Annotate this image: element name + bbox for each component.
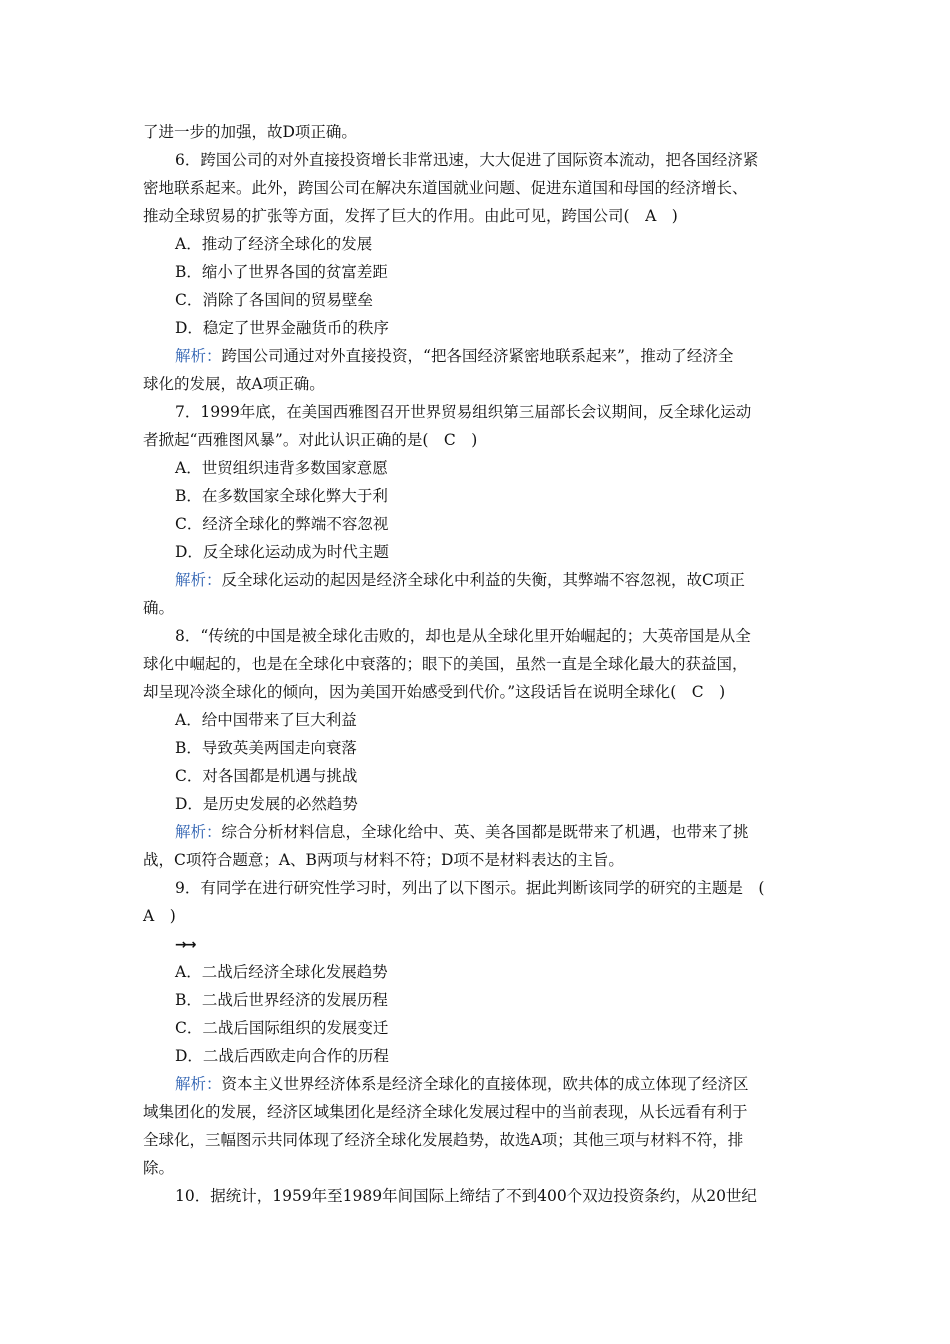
q6-explanation-line-1: 解析：跨国公司通过对外直接投资，“把各国经济紧密地联系起来”，推动了经济全 bbox=[175, 347, 734, 365]
q7-stem-line-1: 7．1999年底，在美国西雅图召开世界贸易组织第三届部长会议期间，反全球化运动 bbox=[175, 403, 752, 421]
q6-option-d: D．稳定了世界金融货币的秩序 bbox=[175, 319, 389, 337]
q8-explanation-label: 解析： bbox=[175, 823, 222, 841]
q9-explanation-label: 解析： bbox=[175, 1075, 222, 1093]
q9-answer: A bbox=[143, 907, 155, 925]
q7-stem-line-2: 者掀起“西雅图风暴”。对此认识正确的是( C ) bbox=[143, 431, 478, 449]
q6-stem-line-2: 密地联系起来。此外，跨国公司在解决东道国就业问题、促进东道国和母国的经济增长、 bbox=[143, 179, 748, 197]
q6-option-c: C．消除了各国间的贸易壁垒 bbox=[175, 291, 373, 309]
q6-option-b: B．缩小了世界各国的贫富差距 bbox=[175, 263, 388, 281]
q8-option-a: A．给中国带来了巨大利益 bbox=[175, 711, 357, 729]
q8-stem-line-2: 球化中崛起的，也是在全球化中衰落的；眼下的美国，虽然一直是全球化最大的获益国， bbox=[143, 655, 748, 673]
q9-stem-line-1: 9．有同学在进行研究性学习时，列出了以下图示。据此判断该同学的研究的主题是 ( bbox=[175, 879, 765, 897]
q6-answer: A bbox=[645, 207, 657, 225]
q9-option-b: B．二战后世界经济的发展历程 bbox=[175, 991, 388, 1009]
q6-option-a: A．推动了经济全球化的发展 bbox=[175, 235, 373, 253]
q8-option-b: B．导致英美两国走向衰落 bbox=[175, 739, 357, 757]
q9-explanation-line-3: 全球化，三幅图示共同体现了经济全球化发展趋势，故选A项；其他三项与材料不符，排 bbox=[143, 1131, 744, 1149]
q6-explanation-label: 解析： bbox=[175, 347, 222, 365]
q9-option-d: D．二战后西欧走向合作的历程 bbox=[175, 1047, 389, 1065]
q9-explanation-line-4: 除。 bbox=[143, 1159, 175, 1177]
q8-answer: C bbox=[691, 683, 704, 701]
q8-stem-line-1: 8．“传统的中国是被全球化击败的，却也是从全球化里开始崛起的；大英帝国是从全 bbox=[175, 627, 751, 645]
q8-explanation-line-1: 解析：综合分析材料信息，全球化给中、英、美各国都是既带来了机遇，也带来了挑 bbox=[175, 823, 749, 841]
q9-stem-line-2: A ) bbox=[143, 907, 176, 925]
q8-explanation-line-2: 战，C项符合题意；A、B两项与材料不符；D项不是材料表达的主旨。 bbox=[143, 851, 624, 869]
q6-stem-line-3: 推动全球贸易的扩张等方面，发挥了巨大的作用。由此可见，跨国公司( A ) bbox=[143, 207, 678, 225]
q8-option-c: C．对各国都是机遇与挑战 bbox=[175, 767, 358, 785]
q9-option-c: C．二战后国际组织的发展变迁 bbox=[175, 1019, 389, 1037]
q6-stem-line-1: 6．跨国公司的对外直接投资增长非常迅速，大大促进了国际资本流动，把各国经济紧 bbox=[175, 151, 759, 169]
q7-option-b: B．在多数国家全球化弊大于利 bbox=[175, 487, 388, 505]
arrow-right-icon: →→ bbox=[175, 937, 195, 953]
q9-explanation-line-2: 域集团化的发展，经济区域集团化是经济全球化发展过程中的当前表现，从长远看有利于 bbox=[143, 1103, 748, 1121]
q9-diagram-arrows bbox=[175, 930, 950, 958]
q9-explanation-line-1: 解析：资本主义世界经济体系是经济全球化的直接体现，欧共体的成立体现了经济区 bbox=[175, 1075, 749, 1093]
q6-explanation-line-2: 球化的发展，故A项正确。 bbox=[143, 375, 325, 393]
q10-stem-line-1: 10．据统计，1959年至1989年间国际上缔结了不到400个双边投资条约，从20世纪 bbox=[175, 1187, 757, 1205]
q7-option-d: D．反全球化运动成为时代主题 bbox=[175, 543, 389, 561]
q6-stem-text: 推动全球贸易的扩张等方面，发挥了巨大的作用。由此可见，跨国公司 bbox=[143, 207, 624, 225]
q7-option-c: C．经济全球化的弊端不容忽视 bbox=[175, 515, 389, 533]
q7-explanation-label: 解析： bbox=[175, 571, 222, 589]
q8-option-d: D．是历史发展的必然趋势 bbox=[175, 795, 358, 813]
q9-option-a: A．二战后经济全球化发展趋势 bbox=[175, 963, 388, 981]
q7-explanation-line-1: 解析：反全球化运动的起因是经济全球化中利益的失衡，其弊端不容忽视，故C项正 bbox=[175, 571, 745, 589]
q7-explanation-line-2: 确。 bbox=[143, 599, 175, 617]
q7-option-a: A．世贸组织违背多数国家意愿 bbox=[175, 459, 388, 477]
q7-answer: C bbox=[443, 431, 456, 449]
prev-explanation-end: 了进一步的加强，故D项正确。 bbox=[143, 123, 357, 141]
q8-stem-line-3: 却呈现冷淡全球化的倾向，因为美国开始感受到代价。”这段话旨在说明全球化( C ) bbox=[143, 683, 726, 701]
